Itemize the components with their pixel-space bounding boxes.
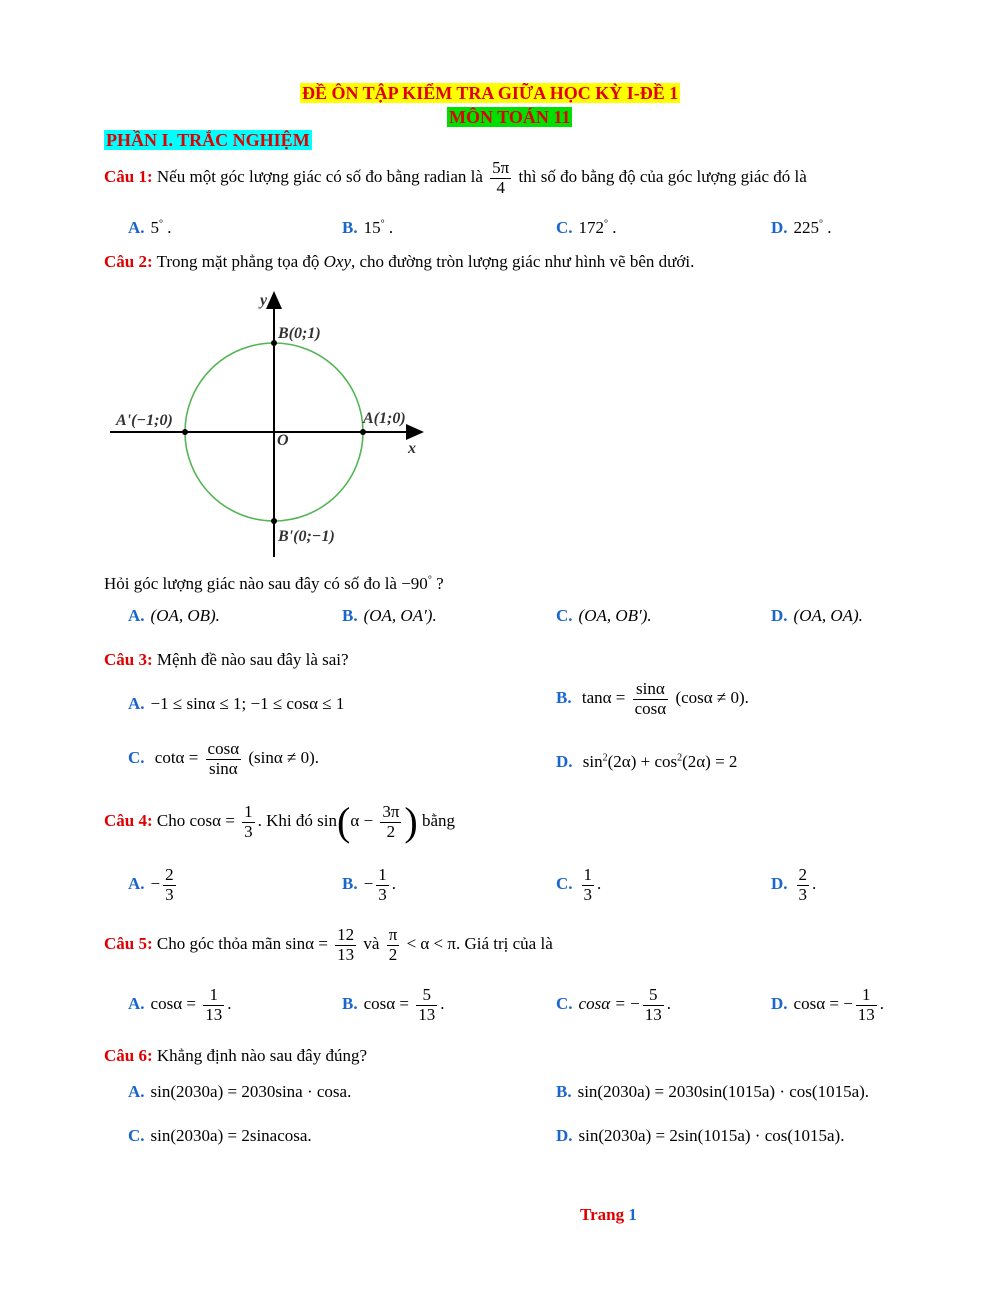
q6-option-c[interactable]: C. sin(2030a) = 2sinacosa. xyxy=(128,1126,312,1145)
q2-question: Hỏi góc lượng giác nào sau đây có số đo là −90° ? xyxy=(104,574,444,593)
subject-title: MÔN TOÁN 11 xyxy=(449,107,571,127)
fraction: $\frac{5}{13}$ xyxy=(644,985,662,1024)
q2-option-b[interactable]: B. (OA, OA′). xyxy=(342,606,437,625)
y-label: y xyxy=(260,292,268,309)
question-label: Câu 2: xyxy=(104,252,153,271)
q3-option-b[interactable]: B. tanα = $\frac{\sin\alpha}{\cos\alpha}$ (cosα ≠ 0). xyxy=(556,679,749,718)
question-5: Câu 5: Cho góc thỏa mãn sinα = $\frac{12}{13}$ và $\frac{\pi}{2}$ < α < π. Giá trị của là xyxy=(104,925,553,964)
q4-option-d[interactable]: D. $\frac{2}{3}$ . xyxy=(771,865,817,904)
q3-option-c[interactable]: C. cotα = $\frac{\cos\alpha}{\sin\alpha}$ (sinα ≠ 0). xyxy=(128,739,320,778)
q5-option-c[interactable]: C. cosα = − $\frac{5}{13}$ . xyxy=(556,985,671,1024)
label-a: A(1;0) xyxy=(363,410,406,427)
q1-option-a[interactable]: A. 5° . xyxy=(128,218,172,237)
question-label: Câu 4: xyxy=(104,810,153,830)
fraction: $\frac{\cos\alpha}{\sin\alpha}$ xyxy=(207,739,240,778)
point-a-prime xyxy=(182,429,188,435)
question-label: Câu 1: xyxy=(104,167,153,186)
q6-option-b[interactable]: B. sin(2030a) = 2030sin(1015a) · cos(1015a). xyxy=(556,1082,870,1101)
q6-option-d[interactable]: D. sin(2030a) = 2sin(1015a) · cos(1015a). xyxy=(556,1126,845,1145)
page-number: 1 xyxy=(628,1205,637,1224)
label-b-prime: B'(0;−1) xyxy=(278,528,335,545)
page-footer: Trang 1 xyxy=(580,1205,637,1224)
fraction: $\frac{5\pi}{4}$ xyxy=(492,157,510,197)
q4-option-a[interactable]: A. − $\frac{2}{3}$ xyxy=(128,865,174,904)
section-heading: PHẦN I. TRẮC NGHIỆM xyxy=(106,130,310,150)
q1-option-d[interactable]: D. 225° . xyxy=(771,218,832,237)
fraction: $\frac{12}{13}$ xyxy=(337,925,355,964)
q4-option-c[interactable]: C. $\frac{1}{3}$ . xyxy=(556,865,602,904)
fraction: $\frac{2}{3}$ xyxy=(798,865,808,904)
q3-option-d[interactable]: D. $\sin^2(2\alpha) + \cos^2(2\alpha) = 2$ xyxy=(556,752,738,771)
exam-title: ĐỀ ÔN TẬP KIỂM TRA GIỮA HỌC KỲ I-ĐỀ 1 xyxy=(302,83,679,103)
q2-option-a[interactable]: A. (OA, OB). xyxy=(128,606,220,625)
q4-option-b[interactable]: B. − $\frac{1}{3}$ . xyxy=(342,865,396,904)
q5-option-b[interactable]: B. cosα = $\frac{5}{13}$ . xyxy=(342,985,445,1024)
unit-circle-figure xyxy=(100,285,440,565)
question-label: Câu 3: xyxy=(104,650,153,669)
fraction: $\frac{5}{13}$ xyxy=(418,985,436,1024)
question-3: Câu 3: Mệnh đề nào sau đây là sai? xyxy=(104,650,349,669)
fraction: $\frac{\sin\alpha}{\cos\alpha}$ xyxy=(634,679,667,718)
point-a xyxy=(360,429,366,435)
question-4: Câu 4: Cho cosα = $\frac{1}{3}$ . Khi đó sin(α − $\frac{3\pi}{2}$ ) bằng xyxy=(104,799,456,844)
fraction: $\frac{2}{3}$ xyxy=(165,865,174,904)
point-b-prime xyxy=(271,518,277,524)
question-1: Câu 1: Nếu một góc lượng giác có số đo bằng radian là $\frac{5\pi}{4}$ thì số đo bằng độ của góc lượng giác đó là xyxy=(104,157,807,197)
origin-label: O xyxy=(277,432,289,449)
fraction: $\frac{3\pi}{2}$ xyxy=(382,801,400,841)
q1-option-b[interactable]: B. 15° . xyxy=(342,218,394,237)
question-label: Câu 6: xyxy=(104,1046,153,1065)
question-label: Câu 5: xyxy=(104,934,153,954)
q2-option-c[interactable]: C. (OA, OB′). xyxy=(556,606,652,625)
q3-option-a[interactable]: A. −1 ≤ sinα ≤ 1; −1 ≤ cosα ≤ 1 xyxy=(128,694,345,713)
q6-option-a[interactable]: A. sin(2030a) = 2030sina · cosa. xyxy=(128,1082,352,1101)
label-a-prime: A'(−1;0) xyxy=(116,412,173,429)
x-label: x xyxy=(408,440,416,457)
fraction: $\frac{1}{3}$ xyxy=(583,865,593,904)
question-2: Câu 2: Trong mặt phẳng tọa độ Oxy, cho đường tròn lượng giác như hình vẽ bên dưới. xyxy=(104,252,695,271)
fraction: $\frac{1}{3}$ xyxy=(244,801,253,841)
point-b xyxy=(271,340,277,346)
question-6: Câu 6: Khẳng định nào sau đây đúng? xyxy=(104,1046,367,1065)
q5-option-a[interactable]: A. cosα = $\frac{1}{13}$ . xyxy=(128,985,232,1024)
q5-option-d[interactable]: D. cosα = − $\frac{1}{13}$ . xyxy=(771,985,885,1024)
fraction: $\frac{1}{13}$ xyxy=(857,985,875,1024)
fraction: $\frac{1}{3}$ xyxy=(378,865,387,904)
q1-option-c[interactable]: C. 172° . xyxy=(556,218,617,237)
fraction: $\frac{1}{13}$ xyxy=(205,985,223,1024)
fraction: $\frac{\pi}{2}$ xyxy=(388,925,398,964)
q2-option-d[interactable]: D. (OA, OA). xyxy=(771,606,863,625)
label-b: B(0;1) xyxy=(278,325,321,342)
